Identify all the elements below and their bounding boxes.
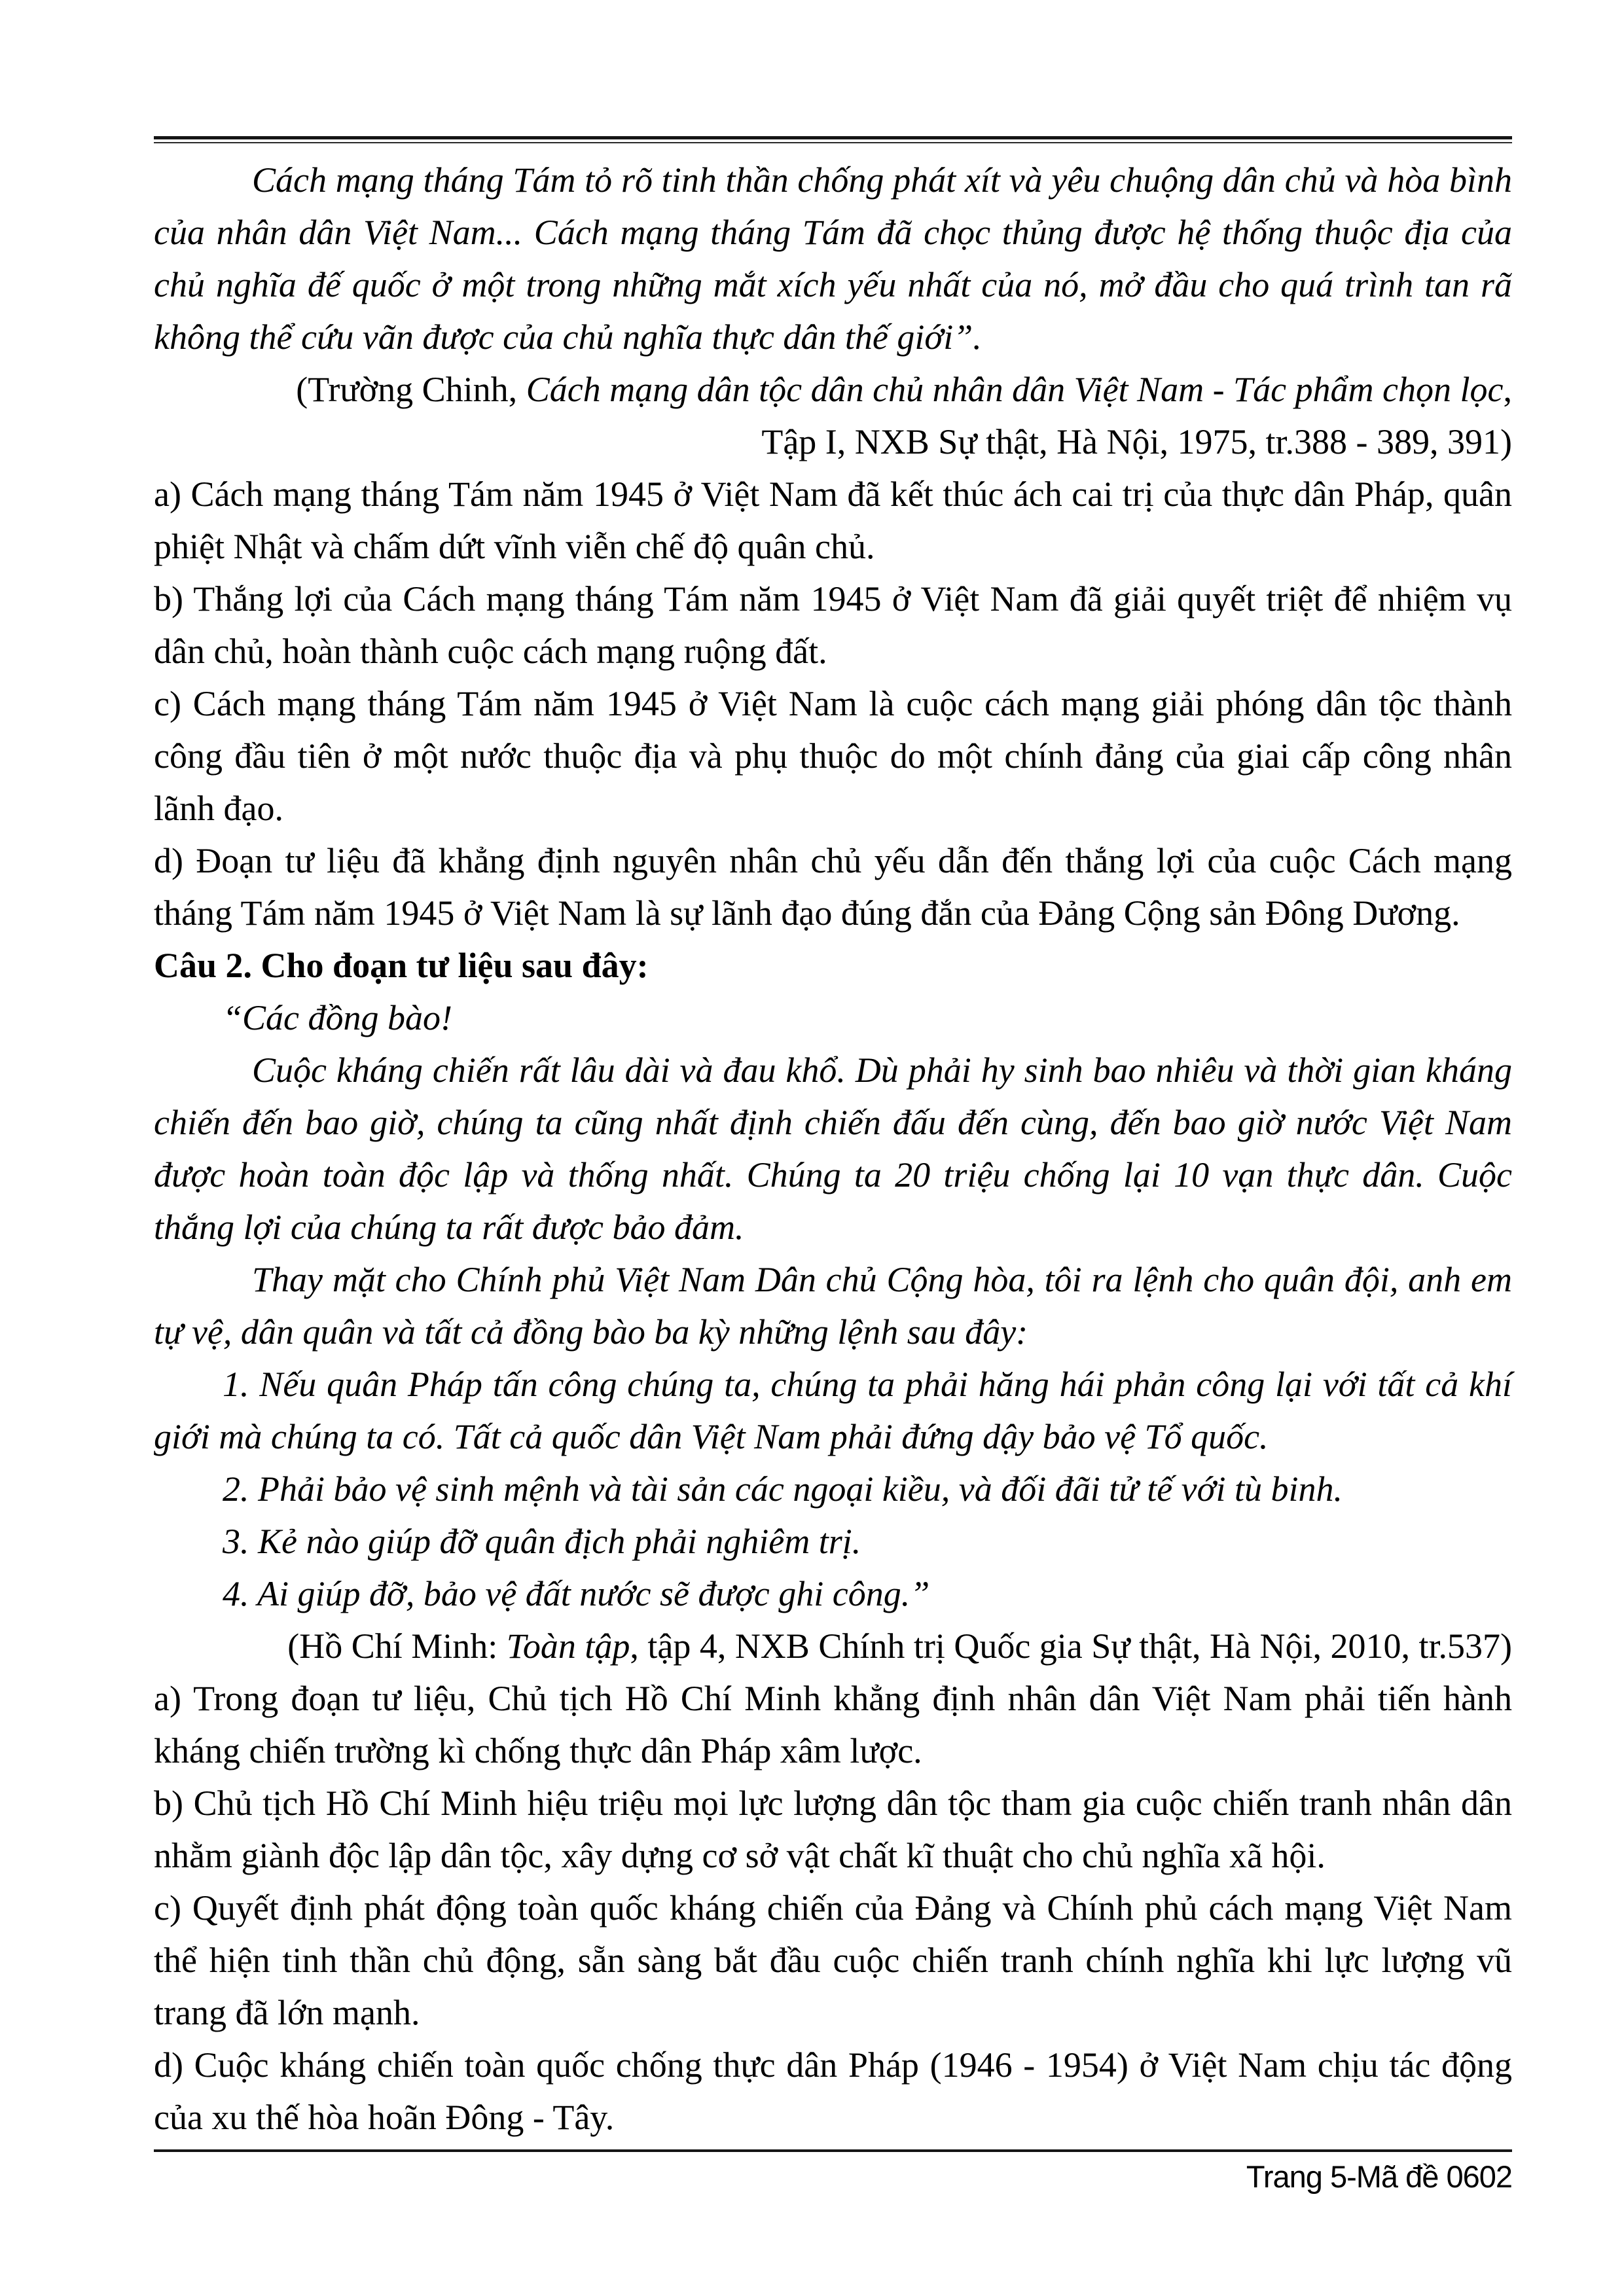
- q2-citation-publisher: , tập 4, NXB Chính trị Quốc gia Sự thật, Hà Nội, 2010, tr.537): [630, 1626, 1512, 1666]
- page-footer: [154, 2149, 1512, 2195]
- q2-option-c: c) Quyết định phát động toàn quốc kháng chiến của Đảng và Chính phủ cách mạng Việt Nam thể hiện tinh thần chủ động, sẵn sàng bắt đầu cuộc chiến tranh chính nghĩa khi lực lượng vũ trang đã lớn mạnh.: [154, 1888, 1512, 2032]
- q2-quote-order-4: 4. Ai giúp đỡ, bảo vệ đất nước sẽ được ghi công.”: [223, 1574, 930, 1613]
- q2-quote-paragraph-2: Thay mặt cho Chính phủ Việt Nam Dân chủ Cộng hòa, tôi ra lệnh cho quân đội, anh em tự vệ, dân quân và tất cả đồng bào ba kỳ những lệnh sau đây:: [154, 1260, 1512, 1352]
- q1-citation-work-title: Cách mạng dân tộc dân chủ nhân dân Việt Nam - Tác phẩm chọn lọc: [526, 370, 1504, 409]
- q2-option-b: b) Chủ tịch Hồ Chí Minh hiệu triệu mọi lực lượng dân tộc tham gia cuộc chiến tranh nhân dân nhằm giành độc lập dân tộc, xây dựng cơ sở vật chất kĩ thuật cho chủ nghĩa xã hội.: [154, 1784, 1512, 1875]
- q1-option-a: a) Cách mạng tháng Tám năm 1945 ở Việt Nam đã kết thúc ách cai trị của thực dân Pháp, quân phiệt Nhật và chấm dứt vĩnh viễn chế độ quân chủ.: [154, 475, 1512, 566]
- q2-quote-salutation: “Các đồng bào!: [223, 998, 452, 1037]
- q2-citation-work-title: Toàn tập: [506, 1626, 630, 1666]
- q1-citation-publisher: Tập I, NXB Sự thật, Hà Nội, 1975, tr.388 - 389, 391): [761, 422, 1512, 461]
- q1-quote-paragraph: Cách mạng tháng Tám tỏ rõ tinh thần chống phát xít và yêu chuộng dân chủ và hòa bình của nhân dân Việt Nam... Cách mạng tháng Tám đã chọc thủng được hệ thống thuộc địa của chủ nghĩa đế quốc ở một trong những mắt xích yếu nhất của nó, mở đầu cho quá trình tan rã không thể cứu vãn được của chủ nghĩa thực dân thế giới”.: [154, 160, 1512, 357]
- q2-heading: Câu 2. Cho đoạn tư liệu sau đây:: [154, 946, 649, 985]
- q2-citation-author: (Hồ Chí Minh:: [287, 1626, 507, 1666]
- q1-citation-separator: ,: [1503, 370, 1512, 409]
- q2-option-a: a) Trong đoạn tư liệu, Chủ tịch Hồ Chí Minh khẳng định nhân dân Việt Nam phải tiến hành kháng chiến trường kì chống thực dân Pháp xâm lược.: [154, 1679, 1512, 1770]
- q2-quote-paragraph-1: Cuộc kháng chiến rất lâu dài và đau khổ. Dù phải hy sinh bao nhiêu và thời gian kháng chiến đến bao giờ, chúng ta cũng nhất định chiến đấu đến cùng, đến bao giờ nước Việt Nam được hoàn toàn độc lập và thống nhất. Chúng ta 20 triệu chống lại 10 vạn thực dân. Cuộc thắng lợi của chúng ta rất được bảo đảm.: [154, 1050, 1512, 1247]
- q1-citation: [154, 363, 1512, 468]
- header-divider: [154, 136, 1512, 143]
- q1-option-d: d) Đoạn tư liệu đã khẳng định nguyên nhân chủ yếu dẫn đến thắng lợi của cuộc Cách mạng tháng Tám năm 1945 ở Việt Nam là sự lãnh đạo đúng đắn của Đảng Cộng sản Đông Dương.: [154, 841, 1512, 933]
- page-number-label: Trang 5-Mã đề 0602: [1246, 2159, 1512, 2194]
- q1-option-b: b) Thắng lợi của Cách mạng tháng Tám năm 1945 ở Việt Nam đã giải quyết triệt để nhiệm vụ dân chủ, hoàn thành cuộc cách mạng ruộng đất.: [154, 579, 1512, 671]
- page-content: [154, 136, 1512, 2144]
- q1-citation-author: (Trường Chinh,: [296, 370, 526, 409]
- q2-option-d: d) Cuộc kháng chiến toàn quốc chống thực dân Pháp (1946 - 1954) ở Việt Nam chịu tác động của xu thế hòa hoãn Đông - Tây.: [154, 2045, 1512, 2137]
- q1-option-c: c) Cách mạng tháng Tám năm 1945 ở Việt Nam là cuộc cách mạng giải phóng dân tộc thành công đầu tiên ở một nước thuộc địa và phụ thuộc do một chính đảng của giai cấp công nhân lãnh đạo.: [154, 684, 1512, 828]
- q2-citation: [154, 1620, 1512, 1672]
- q2-quote-order-3: 3. Kẻ nào giúp đỡ quân địch phải nghiêm trị.: [223, 1522, 861, 1561]
- q2-quote-order-1: 1. Nếu quân Pháp tấn công chúng ta, chúng ta phải hăng hái phản công lại với tất cả khí giới mà chúng ta có. Tất cả quốc dân Việt Nam phải đứng dậy bảo vệ Tổ quốc.: [154, 1365, 1512, 1456]
- q2-quote-order-2: 2. Phải bảo vệ sinh mệnh và tài sản các ngoại kiều, và đối đãi tử tế với tù binh.: [223, 1469, 1343, 1509]
